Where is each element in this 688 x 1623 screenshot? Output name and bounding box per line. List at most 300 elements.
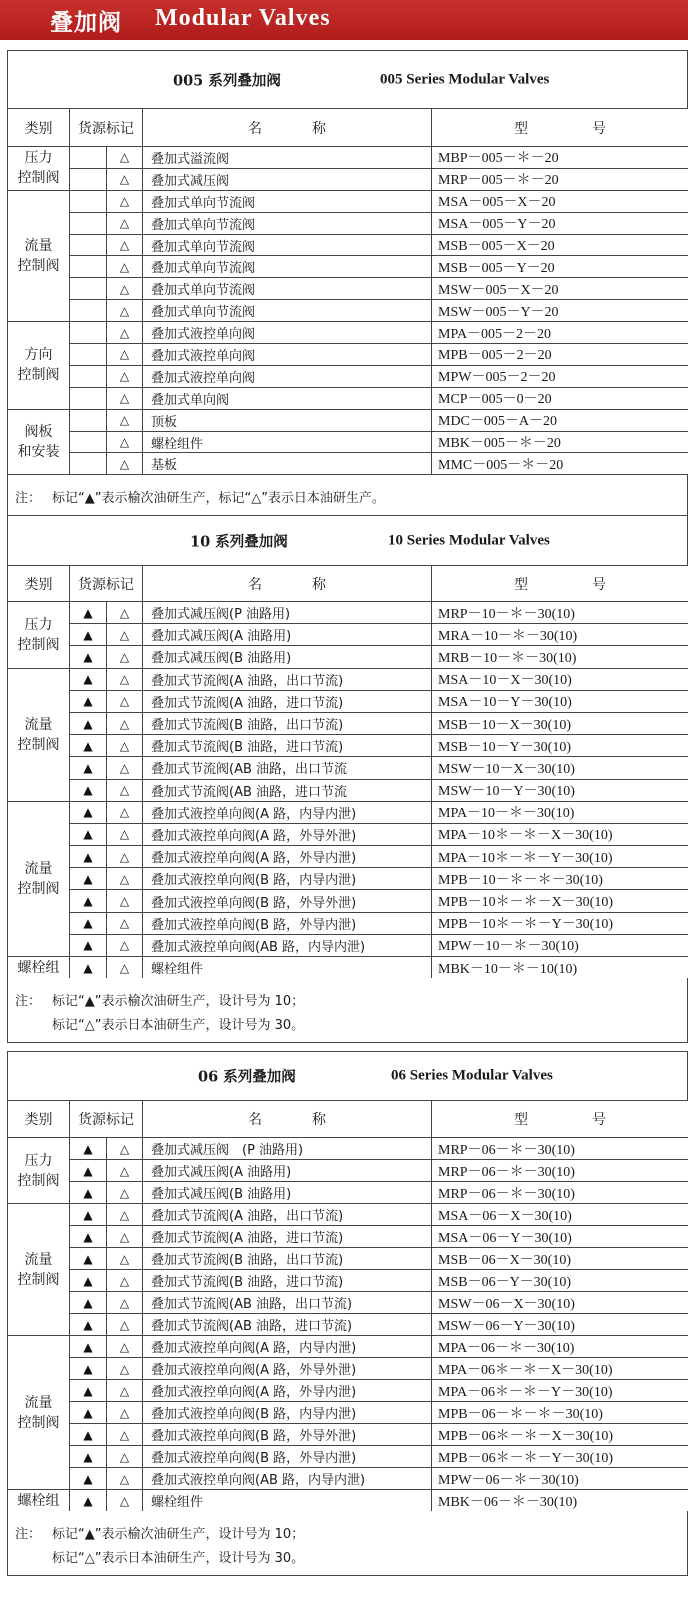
mark-japan: △	[107, 1490, 143, 1512]
category-label: 控制阀	[17, 636, 60, 653]
mark-japan: △	[107, 278, 143, 300]
table-row	[8, 1160, 688, 1182]
mark-yuci: ▲	[70, 668, 107, 690]
valve-name: 叠加式液控单向阀(A 路，外导外泄)	[143, 1358, 432, 1380]
valve-name: 叠加式液控单向阀(B 路，外导外泄)	[143, 890, 432, 912]
valve-name: 叠加式单向阀	[143, 387, 432, 409]
category-label: 流量	[24, 1394, 53, 1411]
valve-name: 叠加式液控单向阀(A 路，外导内泄)	[143, 846, 432, 868]
table-row	[8, 1292, 688, 1314]
valve-model: MSB－06－X－30(10)	[432, 1248, 688, 1270]
valve-model: MRB－10－＊－30(10)	[432, 646, 688, 668]
valve-model: MPB－06－＊－＊－30(10)	[432, 1402, 688, 1424]
mark-yuci: ▲	[70, 823, 107, 845]
mark-japan: △	[107, 1292, 143, 1314]
valve-model: MPB－10＊－＊－Y－30(10)	[432, 912, 688, 934]
valve-model: MBK－005－＊－20	[432, 431, 688, 453]
valve-model: MSB－005－X－20	[432, 234, 688, 256]
valve-name: 叠加式液控单向阀(AB 路，内导内泄)	[143, 934, 432, 956]
valve-model: MPB－06＊－＊－Y－30(10)	[432, 1446, 688, 1468]
valve-name: 叠加式减压阀(A 油路用)	[143, 1160, 432, 1182]
section-title	[7, 515, 688, 565]
note-line: 标记“△”表示日本油研生产，设计号为 30。	[52, 1018, 305, 1034]
category-label: 压力	[24, 616, 53, 633]
page-banner	[0, 0, 688, 40]
mark-yuci	[70, 256, 107, 278]
category-cell	[8, 668, 70, 801]
mark-japan: △	[107, 801, 143, 823]
table-row	[8, 823, 688, 845]
valve-name: 叠加式节流阀(A 油路，进口节流)	[143, 1226, 432, 1248]
valve-name: 叠加式单向节流阀	[143, 212, 432, 234]
mark-yuci: ▲	[70, 1270, 107, 1292]
mark-yuci: ▲	[70, 868, 107, 890]
table-row	[8, 1446, 688, 1468]
category-label: 流量	[24, 1251, 53, 1268]
table-row	[8, 1248, 688, 1270]
valve-name: 叠加式减压阀(A 油路用)	[143, 624, 432, 646]
mark-yuci: ▲	[70, 1468, 107, 1490]
table-row	[8, 1402, 688, 1424]
valve-name: 叠加式节流阀(AB 油路，出口节流	[143, 757, 432, 779]
note-line: 标记“▲”表示榆次油研生产，标记“△”表示日本油研生产。	[52, 490, 385, 506]
valve-model: MRP－06－＊－30(10)	[432, 1138, 688, 1160]
section-title	[7, 1051, 688, 1100]
mark-japan: △	[107, 690, 143, 712]
table-row	[8, 735, 688, 757]
category-cell	[8, 602, 70, 669]
mark-japan: △	[107, 646, 143, 668]
valve-name: 叠加式液控单向阀(B 路，内导内泄)	[143, 868, 432, 890]
valve-model: MCP－005－0－20	[432, 387, 688, 409]
category-label: 控制阀	[17, 1414, 60, 1431]
category-label: 控制阀	[17, 880, 60, 897]
table-row	[8, 1358, 688, 1380]
mark-yuci: ▲	[70, 890, 107, 912]
mark-japan: △	[107, 712, 143, 734]
valve-name: 叠加式液控单向阀(A 路，外导内泄)	[143, 1380, 432, 1402]
valve-model: MBP－005－＊－20	[432, 147, 688, 169]
valve-name: 叠加式减压阀 (P 油路用)	[143, 1138, 432, 1160]
section-title-en: 005 Series Modular Valves	[380, 71, 550, 87]
valve-name: 叠加式节流阀(B 油路，进口节流)	[143, 735, 432, 757]
valve-name: 叠加式单向节流阀	[143, 256, 432, 278]
valve-name: 叠加式液控单向阀(A 路，内导内泄)	[143, 1336, 432, 1358]
table-row	[8, 431, 688, 453]
header-source-mark: 货源标记	[70, 566, 143, 602]
header-model-a: 型	[514, 576, 528, 593]
valve-model: MSA－10－X－30(10)	[432, 668, 688, 690]
header-category: 类别	[8, 566, 70, 602]
mark-japan: △	[107, 234, 143, 256]
note-line: 标记“△”表示日本油研生产，设计号为 30。	[52, 1551, 305, 1566]
table-row	[8, 668, 688, 690]
table-row	[8, 1336, 688, 1358]
valve-model: MSB－06－Y－30(10)	[432, 1270, 688, 1292]
mark-japan: △	[107, 1248, 143, 1270]
mark-yuci: ▲	[70, 1248, 107, 1270]
valve-name: 叠加式节流阀(A 油路，出口节流)	[143, 1204, 432, 1226]
mark-japan: △	[107, 190, 143, 212]
mark-yuci	[70, 344, 107, 366]
category-cell	[8, 801, 70, 956]
mark-yuci: ▲	[70, 602, 107, 624]
category-label: 控制阀	[17, 1271, 60, 1288]
mark-japan: △	[107, 890, 143, 912]
header-model	[432, 109, 688, 147]
mark-japan: △	[107, 1138, 143, 1160]
table-row	[8, 409, 688, 431]
table-row	[8, 1468, 688, 1490]
valve-name: 顶板	[143, 409, 432, 431]
note-line: 标记“▲”表示榆次油研生产，设计号为 10；	[52, 1527, 305, 1542]
mark-japan: △	[107, 168, 143, 190]
header-model-a: 型	[514, 120, 528, 137]
mark-japan: △	[107, 668, 143, 690]
valve-model: MRA－10－＊－30(10)	[432, 624, 688, 646]
note-line: 标记“▲”表示榆次油研生产，设计号为 10；	[52, 994, 305, 1010]
section-title-zh: 10 系列叠加阀	[190, 533, 288, 550]
valve-model: MPA－10－＊－30(10)	[432, 801, 688, 823]
section-title-en: 10 Series Modular Valves	[388, 532, 550, 548]
valve-name: 螺栓组件	[143, 1490, 432, 1512]
mark-japan: △	[107, 1226, 143, 1248]
table-row	[8, 300, 688, 322]
note-prefix: 注：	[15, 994, 42, 1010]
valve-name: 叠加式液控单向阀(B 路，外导外泄)	[143, 1424, 432, 1446]
valve-model: MRP－06－＊－30(10)	[432, 1182, 688, 1204]
valve-model: MSW－10－Y－30(10)	[432, 779, 688, 801]
category-label: 控制阀	[17, 367, 60, 384]
header-name	[143, 1101, 432, 1138]
valve-model: MPW－005－2－20	[432, 365, 688, 387]
category-label: 螺栓组	[17, 959, 60, 976]
mark-yuci	[70, 234, 107, 256]
valve-model: MSA－005－X－20	[432, 190, 688, 212]
valve-model: MSB－005－Y－20	[432, 256, 688, 278]
valve-model: MSA－005－Y－20	[432, 212, 688, 234]
section-note	[7, 978, 688, 1043]
mark-yuci: ▲	[70, 1182, 107, 1204]
note-prefix: 注：	[15, 1527, 42, 1542]
mark-yuci	[70, 409, 107, 431]
valve-name: 叠加式节流阀(AB 油路，出口节流)	[143, 1292, 432, 1314]
header-name-a: 名	[248, 576, 262, 593]
mark-japan: △	[107, 1160, 143, 1182]
mark-yuci	[70, 168, 107, 190]
mark-yuci: ▲	[70, 712, 107, 734]
valve-table	[7, 565, 688, 979]
table-row	[8, 1490, 688, 1512]
mark-yuci: ▲	[70, 757, 107, 779]
valve-model: MPA－005－2－20	[432, 322, 688, 344]
table-row	[8, 846, 688, 868]
table-row	[8, 890, 688, 912]
table-header-row	[8, 1101, 688, 1138]
valve-name: 叠加式节流阀(B 油路，进口节流)	[143, 1270, 432, 1292]
mark-japan: △	[107, 934, 143, 956]
mark-yuci: ▲	[70, 1314, 107, 1336]
mark-yuci: ▲	[70, 1138, 107, 1160]
valve-name: 基板	[143, 453, 432, 475]
table-row	[8, 779, 688, 801]
mark-japan: △	[107, 624, 143, 646]
mark-japan: △	[107, 846, 143, 868]
mark-japan: △	[107, 1402, 143, 1424]
valve-name: 叠加式节流阀(B 油路，出口节流)	[143, 1248, 432, 1270]
category-label: 压力	[24, 150, 53, 167]
valve-name: 叠加式减压阀(B 油路用)	[143, 646, 432, 668]
table-row	[8, 624, 688, 646]
header-model-b: 号	[592, 1112, 606, 1128]
valve-model: MPB－005－2－20	[432, 344, 688, 366]
table-row	[8, 602, 688, 624]
section-note	[7, 475, 688, 516]
table-row	[8, 256, 688, 278]
table-row	[8, 344, 688, 366]
table-row	[8, 190, 688, 212]
header-model-b: 号	[592, 120, 606, 137]
valve-model: MSA－06－Y－30(10)	[432, 1226, 688, 1248]
table-row	[8, 212, 688, 234]
section-title-zh: 005 系列叠加阀	[173, 72, 281, 89]
header-name-b: 称	[312, 120, 326, 137]
table-row	[8, 453, 688, 475]
mark-japan: △	[107, 1424, 143, 1446]
valve-model: MSW－10－X－30(10)	[432, 757, 688, 779]
table-header-row	[8, 566, 688, 602]
mark-yuci: ▲	[70, 1490, 107, 1512]
mark-yuci: ▲	[70, 624, 107, 646]
category-label: 流量	[24, 716, 53, 733]
table-row	[8, 1270, 688, 1292]
valve-name: 叠加式液控单向阀	[143, 322, 432, 344]
table-row	[8, 1138, 688, 1160]
mark-yuci: ▲	[70, 1336, 107, 1358]
table-row	[8, 234, 688, 256]
mark-yuci	[70, 387, 107, 409]
header-name	[143, 566, 432, 602]
section-title-en: 06 Series Modular Valves	[391, 1067, 553, 1084]
mark-yuci: ▲	[70, 912, 107, 934]
table-row	[8, 322, 688, 344]
category-label: 控制阀	[17, 170, 60, 187]
mark-yuci: ▲	[70, 1402, 107, 1424]
header-source-mark: 货源标记	[70, 109, 143, 147]
valve-model: MSA－10－Y－30(10)	[432, 690, 688, 712]
mark-japan: △	[107, 409, 143, 431]
mark-yuci: ▲	[70, 1446, 107, 1468]
mark-japan: △	[107, 344, 143, 366]
valve-name: 叠加式节流阀(A 油路，进口节流)	[143, 690, 432, 712]
valve-name: 叠加式节流阀(B 油路，出口节流)	[143, 712, 432, 734]
valve-name: 叠加式液控单向阀(B 路，外导内泄)	[143, 1446, 432, 1468]
valve-model: MBK－06－＊－30(10)	[432, 1490, 688, 1512]
valve-model: MPA－06＊－＊－X－30(10)	[432, 1358, 688, 1380]
valve-name: 螺栓组件	[143, 957, 432, 979]
valve-model: MPA－06－＊－30(10)	[432, 1336, 688, 1358]
mark-japan: △	[107, 431, 143, 453]
valve-model: MSW－005－Y－20	[432, 300, 688, 322]
valve-name: 叠加式液控单向阀(AB 路，内导内泄)	[143, 1468, 432, 1490]
mark-yuci	[70, 453, 107, 475]
table-row	[8, 957, 688, 979]
mark-yuci: ▲	[70, 1424, 107, 1446]
category-label: 方向	[24, 347, 53, 364]
header-category: 类别	[8, 109, 70, 147]
mark-japan: △	[107, 757, 143, 779]
table-row	[8, 278, 688, 300]
header-name-b: 称	[312, 576, 326, 593]
valve-name: 叠加式单向节流阀	[143, 190, 432, 212]
category-cell	[8, 957, 70, 979]
table-row	[8, 712, 688, 734]
section-title	[7, 50, 688, 108]
category-label: 压力	[24, 1152, 53, 1169]
valve-name: 叠加式单向节流阀	[143, 300, 432, 322]
valve-name: 叠加式溢流阀	[143, 147, 432, 169]
mark-yuci	[70, 190, 107, 212]
header-name	[143, 109, 432, 147]
mark-japan: △	[107, 300, 143, 322]
valve-table	[7, 108, 688, 475]
valve-model: MSW－06－X－30(10)	[432, 1292, 688, 1314]
mark-yuci	[70, 278, 107, 300]
valve-model: MRP－005－＊－20	[432, 168, 688, 190]
mark-yuci	[70, 212, 107, 234]
valve-model: MPB－10－＊－＊－30(10)	[432, 868, 688, 890]
category-label: 控制阀	[17, 1172, 60, 1189]
table-row	[8, 1314, 688, 1336]
table-row	[8, 387, 688, 409]
category-label: 螺栓组	[17, 1492, 60, 1509]
mark-yuci: ▲	[70, 1380, 107, 1402]
table-row	[8, 757, 688, 779]
mark-yuci	[70, 322, 107, 344]
table-row	[8, 912, 688, 934]
valve-name: 叠加式节流阀(AB 油路，进口节流)	[143, 1314, 432, 1336]
table-row	[8, 365, 688, 387]
valve-name: 叠加式液控单向阀	[143, 344, 432, 366]
header-model	[432, 566, 688, 602]
table-header-row	[8, 109, 688, 147]
mark-yuci: ▲	[70, 1226, 107, 1248]
mark-japan: △	[107, 387, 143, 409]
mark-yuci: ▲	[70, 646, 107, 668]
category-cell	[8, 190, 70, 321]
table-row	[8, 1182, 688, 1204]
mark-yuci: ▲	[70, 779, 107, 801]
valve-model: MPA－10＊－＊－Y－30(10)	[432, 846, 688, 868]
mark-yuci: ▲	[70, 690, 107, 712]
header-source-mark: 货源标记	[70, 1101, 143, 1138]
category-label: 流量	[24, 237, 53, 254]
mark-yuci	[70, 147, 107, 169]
header-model-a: 型	[514, 1112, 528, 1128]
mark-japan: △	[107, 1182, 143, 1204]
category-label: 流量	[24, 860, 53, 877]
valve-name: 叠加式节流阀(AB 油路，进口节流	[143, 779, 432, 801]
valve-model: MPB－10＊－＊－X－30(10)	[432, 890, 688, 912]
header-name-a: 名	[248, 1112, 262, 1128]
valve-name: 叠加式液控单向阀(B 路，外导内泄)	[143, 912, 432, 934]
mark-japan: △	[107, 779, 143, 801]
valve-model: MPB－06＊－＊－X－30(10)	[432, 1424, 688, 1446]
valve-name: 叠加式单向节流阀	[143, 234, 432, 256]
valve-name: 叠加式减压阀(B 油路用)	[143, 1182, 432, 1204]
header-model-b: 号	[592, 576, 606, 593]
mark-japan: △	[107, 1468, 143, 1490]
valve-name: 叠加式液控单向阀(B 路，内导内泄)	[143, 1402, 432, 1424]
valve-model: MSW－005－X－20	[432, 278, 688, 300]
valve-model: MPW－10－＊－30(10)	[432, 934, 688, 956]
mark-japan: △	[107, 912, 143, 934]
table-row	[8, 868, 688, 890]
table-row	[8, 1424, 688, 1446]
mark-japan: △	[107, 602, 143, 624]
category-cell	[8, 1490, 70, 1512]
mark-japan: △	[107, 453, 143, 475]
valve-model: MSB－10－X－30(10)	[432, 712, 688, 734]
mark-yuci: ▲	[70, 1358, 107, 1380]
valve-model: MPA－10＊－＊－X－30(10)	[432, 823, 688, 845]
valve-name: 叠加式单向节流阀	[143, 278, 432, 300]
mark-japan: △	[107, 256, 143, 278]
valve-model: MRP－10－＊－30(10)	[432, 602, 688, 624]
valve-name: 螺栓组件	[143, 431, 432, 453]
header-model	[432, 1101, 688, 1138]
mark-japan: △	[107, 1446, 143, 1468]
valve-name: 叠加式液控单向阀	[143, 365, 432, 387]
mark-japan: △	[107, 957, 143, 979]
valve-model: MSB－10－Y－30(10)	[432, 735, 688, 757]
category-label: 阀板	[24, 424, 53, 441]
mark-yuci	[70, 431, 107, 453]
table-row	[8, 801, 688, 823]
mark-japan: △	[107, 1380, 143, 1402]
valve-model: MMC－005－＊－20	[432, 453, 688, 475]
mark-japan: △	[107, 823, 143, 845]
mark-japan: △	[107, 735, 143, 757]
banner-title-zh: 叠加阀	[50, 10, 122, 36]
category-cell	[8, 322, 70, 410]
table-row	[8, 1226, 688, 1248]
mark-japan: △	[107, 147, 143, 169]
mark-japan: △	[107, 212, 143, 234]
mark-yuci: ▲	[70, 1292, 107, 1314]
category-label: 控制阀	[17, 736, 60, 753]
mark-yuci: ▲	[70, 957, 107, 979]
valve-name: 叠加式减压阀	[143, 168, 432, 190]
header-name-a: 名	[248, 120, 262, 137]
category-cell	[8, 1138, 70, 1204]
category-cell	[8, 147, 70, 191]
valve-table	[7, 1100, 688, 1512]
valve-model: MBK－10－＊－10(10)	[432, 957, 688, 979]
header-category: 类别	[8, 1101, 70, 1138]
mark-yuci: ▲	[70, 801, 107, 823]
mark-japan: △	[107, 1314, 143, 1336]
valve-name: 叠加式减压阀(P 油路用)	[143, 602, 432, 624]
category-label: 和安装	[17, 444, 60, 461]
valve-name: 叠加式液控单向阀(A 路，内导内泄)	[143, 801, 432, 823]
valve-model: MSW－06－Y－30(10)	[432, 1314, 688, 1336]
banner-title-en: Modular Valves	[155, 5, 331, 31]
mark-japan: △	[107, 322, 143, 344]
valve-model: MPW－06－＊－30(10)	[432, 1468, 688, 1490]
category-cell	[8, 1336, 70, 1490]
mark-yuci: ▲	[70, 846, 107, 868]
